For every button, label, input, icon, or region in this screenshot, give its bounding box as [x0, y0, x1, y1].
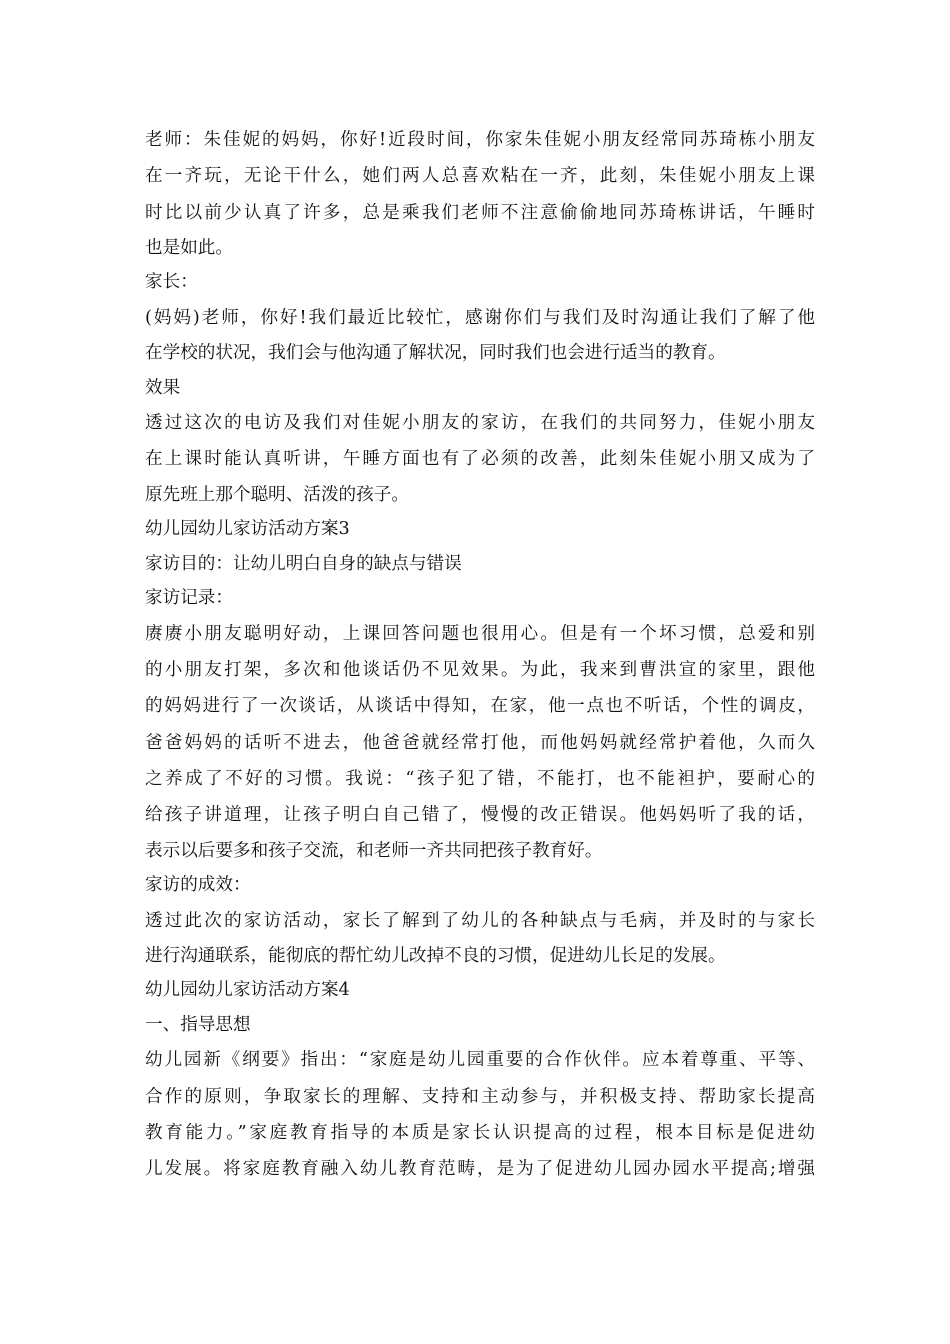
text-line — [145, 1008, 815, 1043]
text-line — [145, 581, 815, 616]
section-heading: 幼儿园幼儿家访活动方案3 — [145, 519, 350, 540]
text-line — [145, 939, 815, 974]
paragraph-line: 教育能力。”家庭教育指导的本质是家长认识提高的过程，根本目标是促进幼 — [145, 1122, 815, 1143]
paragraph-line: 在一齐玩，无论干什么，她们两人总喜欢粘在一齐，此刻，朱佳妮小朋友上课 — [145, 166, 815, 187]
paragraph-line: 时比以前少认真了许多，总是乘我们老师不注意偷偷地同苏琦栋讲话，午睡时 — [145, 202, 815, 223]
text-line — [145, 834, 815, 869]
text-line — [145, 973, 815, 1008]
text-line — [145, 122, 815, 158]
text-line — [145, 1042, 815, 1078]
text-line — [145, 158, 815, 194]
paragraph-line: 合作的原则，争取家长的理解、支持和主动参与，并积极支持、帮助家长提高 — [145, 1086, 815, 1107]
paragraph-line: 家访记录： — [145, 588, 233, 609]
text-line — [145, 547, 815, 582]
paragraph-line: 幼儿园新《纲要》指出：“家庭是幼儿园重要的合作伙伴。应本着尊重、平等、 — [145, 1050, 815, 1071]
text-line — [145, 265, 815, 300]
text-line — [145, 652, 815, 688]
text-line — [145, 371, 815, 406]
document-page — [145, 122, 815, 1188]
text-line — [145, 336, 815, 371]
paragraph-line: 透过这次的电访及我们对佳妮小朋友的家访，在我们的共同努力，佳妮小朋友 — [145, 413, 815, 434]
paragraph-line: 家长： — [145, 272, 198, 293]
paragraph-line: 家访的成效： — [145, 875, 251, 896]
text-line — [145, 405, 815, 441]
paragraph-line: 的妈妈进行了一次谈话，从谈话中得知，在家，他一点也不听话，个性的调皮， — [145, 696, 815, 717]
paragraph-line: 给孩子讲道理，让孩子明白自己错了，慢慢的改正错误。他妈妈听了我的话， — [145, 805, 815, 826]
paragraph-line: 赓赓小朋友聪明好动，上课回答问题也很用心。但是有一个坏习惯，总爱和别 — [145, 623, 815, 644]
text-line — [145, 868, 815, 903]
paragraph-line: 爸爸妈妈的话听不进去，他爸爸就经常打他，而他妈妈就经常护着他，久而久 — [145, 732, 815, 753]
paragraph-line: 家访目的：让幼儿明白自身的缺点与错误 — [145, 553, 462, 574]
text-line — [145, 761, 815, 797]
section-heading: 效果 — [145, 377, 181, 398]
paragraph-line: 原先班上那个聪明、活泼的孩子。 — [145, 484, 409, 505]
paragraph-line: 透过此次的家访活动，家长了解到了幼儿的各种缺点与毛病，并及时的与家长 — [145, 910, 815, 931]
paragraph-line: 在学校的状况，我们会与他沟通了解状况，同时我们也会进行适当的教育。 — [145, 343, 726, 364]
text-line — [145, 1151, 815, 1187]
text-line — [145, 903, 815, 939]
text-line — [145, 725, 815, 761]
text-line — [145, 1079, 815, 1115]
paragraph-line: 之养成了不好的习惯。我说：“孩子犯了错，不能打，也不能袒护，要耐心的 — [145, 768, 815, 789]
paragraph-line: 的小朋友打架，多次和他谈话仍不见效果。为此，我来到曹洪宣的家里，跟他 — [145, 660, 815, 681]
text-line — [145, 512, 815, 547]
text-line — [145, 478, 815, 513]
text-line — [145, 1115, 815, 1151]
paragraph-line: 儿发展。将家庭教育融入幼儿教育范畴，是为了促进幼儿园办园水平提高;增强 — [145, 1159, 815, 1180]
paragraph-line: 表示以后要多和孩子交流，和老师一齐共同把孩子教育好。 — [145, 840, 603, 861]
text-line — [145, 300, 815, 336]
text-line — [145, 797, 815, 833]
paragraph-line: 也是如此。 — [145, 237, 233, 258]
paragraph-line: (妈妈)老师，你好!我们最近比较忙，感谢你们与我们及时沟通让我们了解了他 — [145, 307, 815, 328]
paragraph-line: 老师：朱佳妮的妈妈，你好!近段时间，你家朱佳妮小朋友经常同苏琦栋小朋友 — [145, 130, 815, 150]
text-line — [145, 195, 815, 231]
text-line — [145, 441, 815, 477]
paragraph-line: 在上课时能认真听讲，午睡方面也有了必须的改善，此刻朱佳妮小朋又成为了 — [145, 449, 815, 470]
section-heading: 一、指导思想 — [145, 1014, 251, 1035]
section-heading: 幼儿园幼儿家访活动方案4 — [145, 980, 350, 1001]
text-line — [145, 231, 815, 266]
text-line — [145, 616, 815, 652]
paragraph-line: 进行沟通联系，能彻底的帮忙幼儿改掉不良的习惯，促进幼儿长足的发展。 — [145, 945, 726, 966]
text-line — [145, 688, 815, 724]
